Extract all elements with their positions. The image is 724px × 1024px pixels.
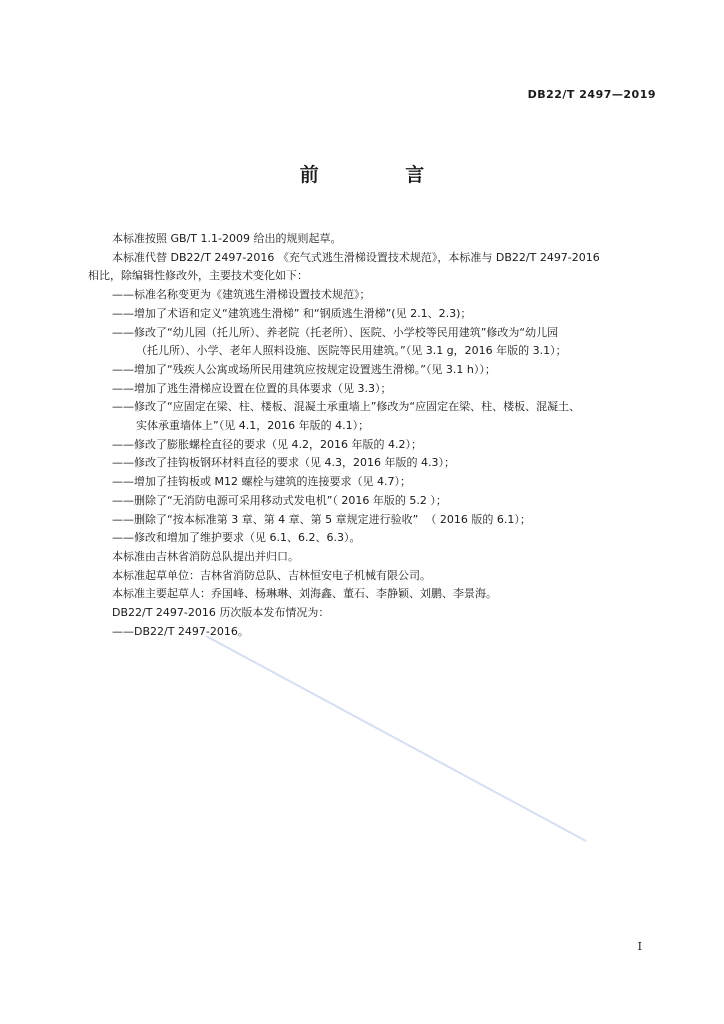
change-item: ——增加了挂钩板或 M12 螺栓与建筑的连接要求（见 4.7）；	[112, 475, 411, 489]
closing-line: 本标准主要起草人：乔国峰、杨琳琳、刘海鑫、董石、李静颖、刘鹏、李景海。	[112, 587, 497, 601]
change-item-continuation: （托儿所）、小学、老年人照料设施、医院等民用建筑。”（见 3.1 g，2016 年版的 3.1）；	[136, 344, 567, 358]
paragraph: 本标准代替 DB22/T 2497-2016 《充气式逃生滑梯设置技术规范》，本标准与 DB22/T 2497-2016	[112, 250, 600, 264]
change-item: ——修改了挂钩板钢环材料直径的要求（见 4.3，2016 年版的 4.3）；	[112, 456, 455, 470]
change-item: ——修改了“应固定在梁、柱、楼板、混凝土承重墙上”修改为“应固定在梁、柱、楼板、混凝土、	[112, 400, 581, 414]
change-item: ——标准名称变更为《建筑逃生滑梯设置技术规范》；	[112, 288, 371, 302]
change-item: ——增加了逃生滑梯应设置在位置的具体要求（见 3.3）；	[112, 381, 392, 395]
change-item: ——增加了术语和定义“建筑逃生滑梯” 和“钢质逃生滑梯”(见 2.1、2.3)；	[112, 306, 472, 320]
paragraph-continuation: 相比，除编辑性修改外，主要技术变化如下：	[88, 269, 308, 283]
page-number: I	[637, 940, 642, 953]
page-title: 前 言	[299, 164, 465, 186]
watermark-line	[206, 636, 586, 841]
change-item: ——修改了“幼儿园（托儿所）、养老院（托老所）、医院、小学校等民用建筑”修改为“幼儿园	[112, 325, 559, 339]
change-item: ——修改了膨胀螺栓直径的要求（见 4.2，2016 年版的 4.2）；	[112, 437, 422, 451]
foreword-body	[88, 230, 666, 641]
change-item-continuation: 实体承重墙体上”（见 4.1，2016 年版的 4.1）；	[136, 419, 370, 433]
watermark-graphic	[196, 616, 596, 856]
closing-line: 本标准起草单位：吉林省消防总队、吉林恒安电子机械有限公司。	[112, 568, 431, 582]
change-item: ——增加了“残疾人公寓或场所民用建筑应按规定设置逃生滑梯。”（见 3.1 h））；	[112, 362, 496, 376]
standard-code: DB22/T 2497—2019	[527, 88, 656, 101]
change-item: ——删除了“按本标准第 3 章、第 4 章、第 5 章规定进行验收” （ 2016 版的 6.1）；	[112, 512, 531, 526]
closing-line: DB22/T 2497-2016 历次版本发布情况为：	[112, 606, 330, 620]
closing-line: 本标准由吉林省消防总队提出并归口。	[112, 549, 299, 563]
change-item: ——删除了“无消防电源可采用移动式发电机”（ 2016 年版的 5.2 ）；	[112, 493, 447, 507]
change-item: ——修改和增加了维护要求（见 6.1、6.2、6.3）。	[112, 531, 361, 545]
closing-line: ——DB22/T 2497-2016。	[112, 624, 249, 638]
paragraph: 本标准按照 GB/T 1.1-2009 给出的规则起草。	[112, 232, 342, 245]
